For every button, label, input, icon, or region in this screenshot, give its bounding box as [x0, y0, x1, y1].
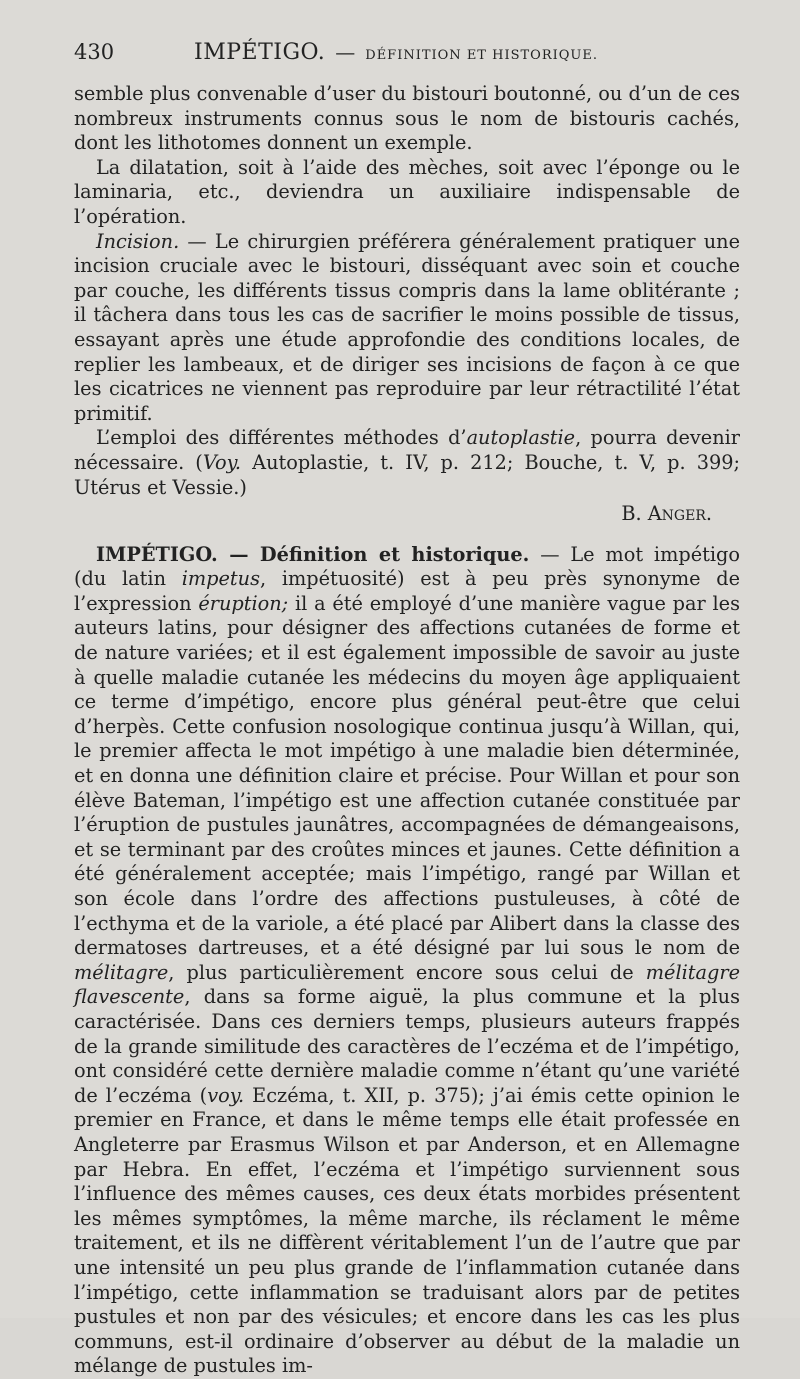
italic-term: autoplastie [466, 426, 576, 450]
italic-term: mélitagre [74, 960, 169, 984]
running-head [74, 40, 740, 74]
text-run: il a été employé d’une manière vague par les auteurs latins, pour désigner des affections cutanées de forme et de nature variées; et il est également impossible de savoir au juste à quelle maladie cutanée les médecins du moyen âge appliquaient ce terme d’impétigo, encore plus général peut-être que celui d’herpès. Cette confusion nosologique continua jusqu’à Willan, qui, le premier affecta le mot impétigo à une maladie bien déterminée, et en donna une définition claire et précise. Pour Willan et pour son élève Bateman, l’impétigo est une affection cutanée constituée par l’éruption de pustules jaunâtres, accompagnées de démangeaisons, et se terminant par des croûtes minces et jaunes. Cette définition a été généralement acceptée; mais l’impétigo, rangé par Willan et son école dans l’ordre des affections pustuleuses, à côté de l’ecthyma et de la variole, a été placé par Alibert dans la classe des dermatoses dartreuses, et a été désigné par lui sous le nom de [74, 591, 740, 960]
article-subtitle: — Définition et historique. [217, 542, 530, 566]
italic-term: mélitagre flavescente [74, 960, 740, 1009]
text-run: , dans sa forme aiguë, la plus commune et la plus caractérisée. Dans ces derniers temps, plusieurs auteurs frappés de la grande similitude des caractères de l’eczéma et de l’impétigo, ont considéré cette dernière maladie comme n’étant qu’une variété de l’eczéma ( [74, 985, 740, 1107]
italic-term: impetus [181, 567, 260, 591]
section-gap [74, 527, 740, 543]
text-run: — Le mot impétigo (du latin [74, 542, 740, 591]
running-head-subtitle: DÉFINITION ET HISTORIQUE. [365, 48, 598, 63]
italic-term: voy. [207, 1083, 245, 1107]
text-run: — Le chirurgien préférera généralement pratiquer une incision cruciale avec le bistouri, disséquant avec soin et couche par couche, les différents tissus compris dans la lame oblitérante ; il tâchera dans tous les cas de sacrifier le moins possible de tissus, essayant après une étude approfondie des conditions locales, de replier les lambeaux, et de diriger ses incisions de façon à ce que les cicatrices ne viennent pas reproduire par leur rétractilité l’état primitif. [74, 229, 740, 425]
page-number: 430 [74, 40, 115, 64]
paragraph: La dilatation, soit à l’aide des mèches, soit avec l’éponge ou le laminaria, etc., deviendra un auxiliaire indispensable de l’opération. [74, 155, 740, 228]
body-text [74, 82, 740, 1379]
text-run: , pourra devenir nécessaire. ( [74, 426, 741, 474]
paragraph [74, 426, 740, 500]
text-run: L’emploi des différentes méthodes d’ [96, 426, 467, 450]
italic-term: éruption; [198, 591, 289, 615]
article-title: IMPÉTIGO. [96, 542, 218, 566]
run-in-heading: Incision. [96, 229, 180, 253]
running-head-dash: — [335, 40, 356, 64]
text-run: , plus particulièrement encore sous celui de [168, 960, 646, 984]
paragraph [74, 230, 740, 427]
article-paragraph [74, 543, 740, 1379]
author-signature: B. Anger. [621, 502, 712, 526]
running-head-title: IMPÉTIGO. [194, 40, 326, 65]
italic-term: Voy. [202, 450, 242, 474]
text-run: , impétuosité) est à peu près synonyme de l’expression [74, 567, 740, 615]
cross-reference: Autoplastie, t. IV, p. 212; Bouche, t. V, p. 399; Utérus et Vessie.) [74, 450, 740, 499]
text-run: Eczéma, t. XII, p. 375); j’ai émis cette opinion le premier en France, et dans le même temps elle était professée en Angleterre par Erasmus Wilson et par Anderson, et en Allemagne par Hebra. En effet, l’eczéma et l’impétigo surviennent sous l’influence des mêmes causes, ces deux états morbides présentent les mêmes symptômes, la même marche, ils réclament le même traitement, et ils ne diffèrent véritablement l’un de l’autre que par une intensité un peu plus grande de l’inflammation cutanée dans l’impétigo, cette inflammation se traduisant alors par de petites pustules et non par des vésicules; et encore dans les cas les plus communs, est-il ordinaire d’observer au début de la maladie un mélange de pustules im- [74, 1083, 740, 1378]
paragraph: semble plus convenable d’user du bistouri boutonné, ou d’un de ces nombreux instruments connus sous le nom de bistouris cachés, dont les lithotomes donnent un exemple. [74, 82, 740, 155]
